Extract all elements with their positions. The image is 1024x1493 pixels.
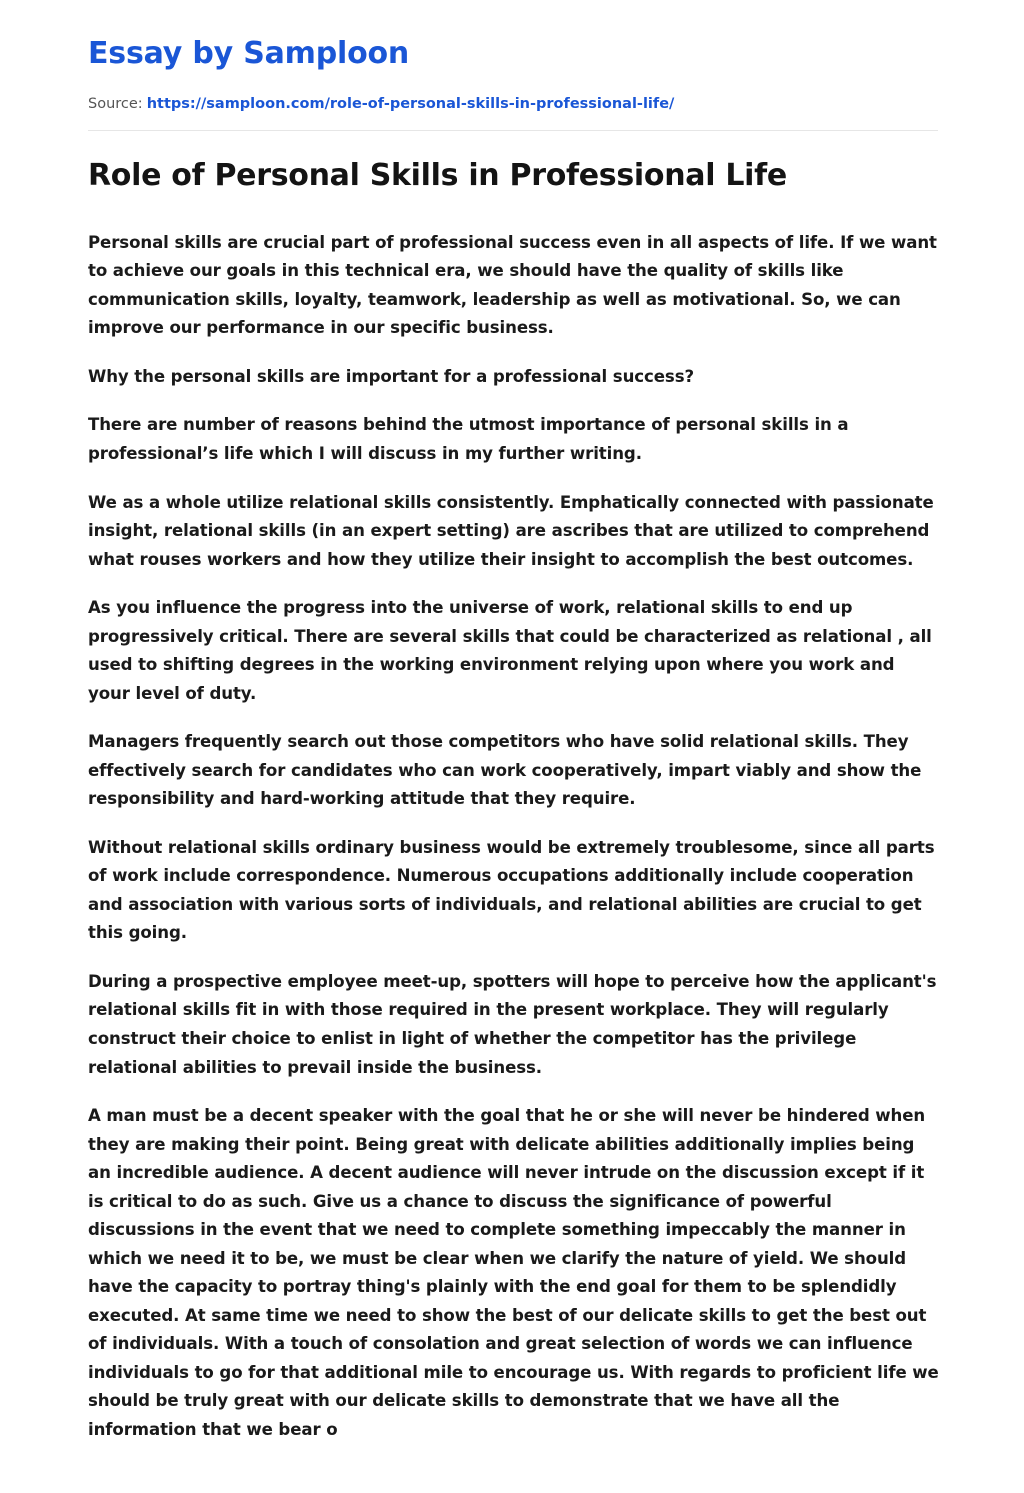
source-url-link[interactable]: https://samploon.com/role-of-personal-skills-in-professional-life/ [146, 96, 675, 112]
document-header [0, 0, 1024, 114]
source-label: Source: [88, 96, 143, 112]
paragraph: A man must be a decent speaker with the goal that he or she will never be hindered when they are making their point. Being great with delicate abilities additionally implies being an incredible audience. A decent audience will never intrude on the discussion except if it is critical to do as such. Give us a chance to discuss the significance of powerful discussions in the event that we need to complete something impeccably the manner in which we need it to be, we must be clear when we clarify the nature of yield. We should have the capacity to portray thing's plainly with the end goal for them to be splendidly executed. At same time we need to show the best of our delicate skills to get the best out of individuals. With a touch of consolation and great selection of words we can influence individuals to go for that additional mile to encourage us. With regards to proficient life we should be truly great with our delicate skills to demonstrate that we have all the information that we bear o [88, 1106, 939, 1439]
site-brand-title: Essay by Samploon [88, 36, 410, 71]
paragraph: Why the personal skills are important for a professional success? [88, 366, 694, 386]
article-paragraphs [88, 229, 940, 1445]
source-line [88, 94, 938, 114]
paragraph: As you influence the progress into the universe of work, relational skills to end up progressively critical. There are several skills that could be characterized as relational , all used to shifting degrees in the working environment relying upon where you work and your level of duty. [88, 598, 932, 703]
paragraph: Managers frequently search out those competitors who have solid relational skills. They effectively search for candidates who can work cooperatively, impart viably and show the responsibility and hard-working attitude that they require. [88, 732, 922, 809]
paragraph: Without relational skills ordinary business would be extremely troublesome, since all parts of work include correspondence. Numerous occupations additionally include cooperation and association with various sorts of individuals, and relational abilities are crucial to get this going. [88, 837, 935, 943]
page-title: Role of Personal Skills in Professional Life [88, 158, 787, 194]
paragraph: Personal skills are crucial part of professional success even in all aspects of life. If we want to achieve our goals in this technical era, we should have the quality of skills like communication skills, loyalty, teamwork, leadership as well as motivational. So, we can improve our performance in our specific business. [88, 232, 937, 338]
paragraph: During a prospective employee meet-up, spotters will hope to perceive how the applicant's relational skills fit in with those required in the present workplace. They will regularly construct their choice to enlist in light of whether the competitor has the privilege relational abilities to prevail inside the business. [88, 971, 937, 1077]
header-divider [88, 130, 938, 131]
paragraph: There are number of reasons behind the utmost importance of personal skills in a professional’s life which I will discuss in my further writing. [88, 415, 849, 463]
paragraph: We as a whole utilize relational skills consistently. Emphatically connected with passionate insight, relational skills (in an expert setting) are ascribes that are utilized to comprehend what rouses workers and how they utilize their insight to accomplish the best outcomes. [88, 492, 934, 569]
article-body [0, 157, 1024, 1444]
